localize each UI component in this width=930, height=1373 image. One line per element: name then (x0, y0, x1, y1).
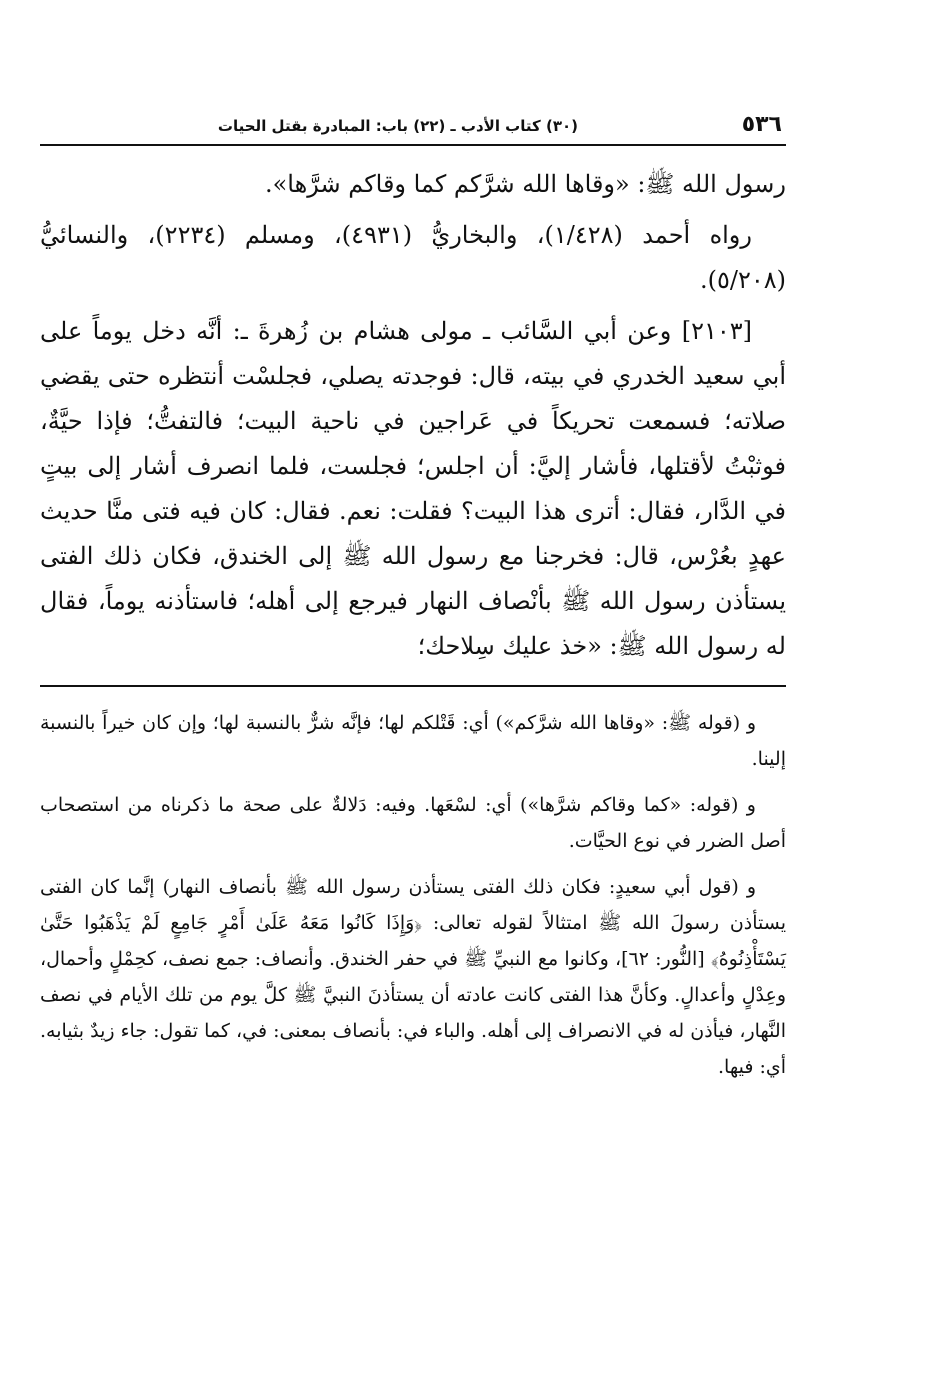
main-text (40, 162, 786, 669)
footnote-2: و (قوله: «كما وقاكم شرَّها») أي: لسْعَها. وفيه: دَلالةٌ على صحة ما ذكرناه من استصحاب أصل الضرر في نوع الحيَّات. (40, 794, 786, 852)
page-number: ٥٣٦ (741, 112, 782, 137)
footnote-divider (40, 685, 786, 687)
main-paragraph-1: رسول الله ﷺ: «وقاها الله شرَّكم كما وقاكم شرَّها». (264, 170, 786, 198)
running-header (40, 108, 786, 146)
footnote-3: و (قول أبي سعيدٍ: فكان ذلك الفتى يستأذن رسول الله ﷺ بأنصاف النهار) إنَّما كان الفتى يستأذن رسولَ الله ﷺ امتثالاً لقوله تعالى: ﴿وَإِذَا كَانُوا مَعَهُ عَلَىٰ أَمْرٍ جَامِعٍ لَمْ يَذْهَبُوا حَتَّىٰ يَسْتَأْذِنُوهُ﴾ [النُّور: ٦٢]، وكانوا مع النبيِّ ﷺ في حفر الخندق. وأنصاف: جمع نصف، كحِمْلٍ وأحمال، وعِدْلٍ وأعدالٍ. وكأنَّ هذا الفتى كانت عادته أن يستأذنَ النبيَّ ﷺ كلَّ يوم من تلك الأيام في نصف النَّهار، فيأذن له في الانصراف إلى أهله. والباء في: بأنصاف بمعنى: في، كما تقول: جاء زيدٌ بثيابه. أي: فيها. (40, 876, 786, 1078)
footnotes (40, 705, 786, 1085)
chapter-title: (٣٠) كتاب الأدب ـ (٢٢) باب: المبادرة بقتل الحيات (217, 117, 578, 135)
book-page (40, 108, 786, 1358)
main-paragraph-2: رواه أحمد (١/٤٢٨)، والبخاريُّ (٤٩٣١)، ومسلم (٢٢٣٤)، والنسائيُّ (٥/٢٠٨). (40, 221, 786, 294)
footnote-1: و (قوله ﷺ: «وقاها الله شرَّكم») أي: قَتْلكم لها؛ فإنَّه شرٌّ بالنسبة لها؛ وإن كان خيراً بالنسبة إلينا. (40, 712, 786, 770)
main-paragraph-3: [٢١٠٣] وعن أبي السَّائب ـ مولى هشام بن زُهرةَ ـ: أنَّه دخل يوماً على أبي سعيد الخدري في بيته، قال: فوجدته يصلي، فجلسْت أنتظره حتى يقضي صلاته؛ فسمعت تحريكاً في عَراجين في ناحية البيت؛ فالتفتُّ؛ فإذا حيَّةٌ، فوثبْتُ لأقتلها، فأشار إليَّ: أن اجلس؛ فجلست، فلما انصرف أشار إلى بيتٍ في الدَّار، فقال: أترى هذا البيت؟ فقلت: نعم. فقال: كان فيه فتى منَّا حديث عهدٍ بعُرْس، قال: فخرجنا مع رسول الله ﷺ إلى الخندق، فكان ذلك الفتى يستأذن رسول الله ﷺ بأنْصاف النهار فيرجع إلى أهله؛ فاستأذنه يوماً، فقال له رسول الله ﷺ: «خذ عليك سِلاحك؛ (40, 317, 786, 660)
